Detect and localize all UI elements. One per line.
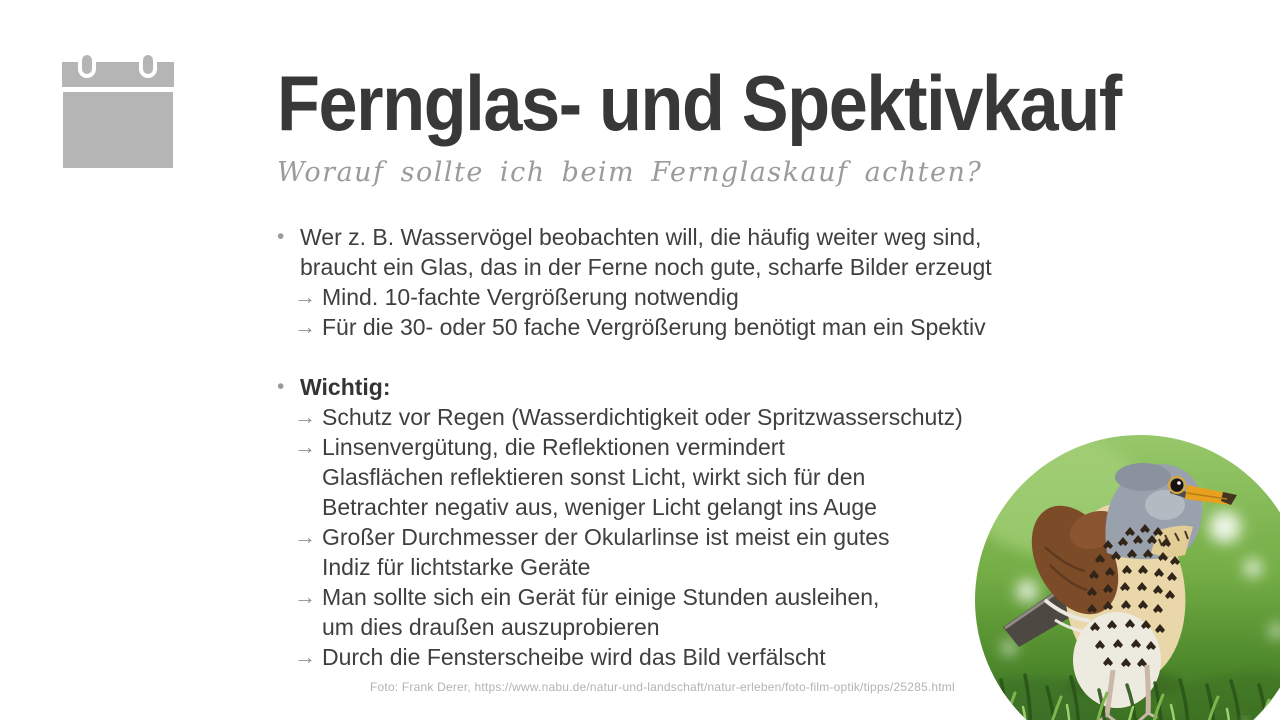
list-item [277, 582, 1037, 612]
list-item-text: Für die 30- oder 50 fache Vergrößerung benötigt man ein Spektiv [322, 314, 986, 340]
list-item-text: Glasflächen reflektieren sonst Licht, wirkt sich für den [322, 464, 866, 490]
list-item-text: braucht ein Glas, das in der Ferne noch gute, scharfe Bilder erzeugt [300, 254, 992, 280]
calendar-ring-right [143, 55, 153, 74]
list-item-text: Wer z. B. Wasservögel beobachten will, die häufig weiter weg sind, [300, 224, 982, 250]
list-spacer [277, 342, 1037, 372]
list-item [277, 252, 1037, 282]
arrow-icon: → [294, 524, 316, 549]
list-item [277, 612, 1037, 642]
photo-credit: Foto: Frank Derer, https://www.nabu.de/natur-und-landschaft/natur-erleben/foto-film-optik/tipps/25285.html [370, 680, 955, 694]
list-item-text: Durch die Fensterscheibe wird das Bild verfälscht [322, 644, 826, 670]
list-item [277, 432, 1037, 462]
list-item [277, 462, 1037, 492]
list-item [277, 282, 1037, 312]
list-item [277, 312, 1037, 342]
list-item-text: Wichtig: [300, 374, 391, 400]
list-item [277, 372, 1037, 402]
list-item-text: Mind. 10-fachte Vergrößerung notwendig [322, 284, 739, 310]
list-item-text: um dies draußen auszuprobieren [322, 614, 660, 640]
slide-subtitle: Worauf sollte ich beim Fernglaskauf achten? [277, 157, 983, 188]
arrow-icon: → [294, 434, 316, 459]
bird-eye [1171, 479, 1184, 492]
list-item-text: Linsenvergütung, die Reflektionen vermindert [322, 434, 785, 460]
bullet-dot-icon: • [277, 375, 285, 398]
list-item [277, 642, 1037, 672]
bullet-list [277, 222, 1037, 672]
arrow-icon: → [294, 644, 316, 669]
arrow-icon: → [294, 314, 316, 339]
slide-title: Fernglas- und Spektivkauf [277, 59, 1121, 147]
bullet-dot-icon: • [277, 225, 285, 248]
list-item-text: Indiz für lichtstarke Geräte [322, 554, 591, 580]
list-item [277, 492, 1037, 522]
arrow-icon: → [294, 584, 316, 609]
list-item-text: Man sollte sich ein Gerät für einige Stunden ausleihen, [322, 584, 880, 610]
arrow-icon: → [294, 404, 316, 429]
calendar-ring-left [82, 55, 92, 74]
list-item-text: Betrachter negativ aus, weniger Licht gelangt ins Auge [322, 494, 877, 520]
calendar-body [63, 92, 173, 168]
list-item [277, 552, 1037, 582]
list-item [277, 222, 1037, 252]
list-item [277, 402, 1037, 432]
arrow-icon: → [294, 284, 316, 309]
calendar-icon [62, 48, 174, 168]
list-item [277, 522, 1037, 552]
list-item-text: Großer Durchmesser der Okularlinse ist meist ein gutes [322, 524, 890, 550]
list-item-text: Schutz vor Regen (Wasserdichtigkeit oder Spritzwasserschutz) [322, 404, 963, 430]
